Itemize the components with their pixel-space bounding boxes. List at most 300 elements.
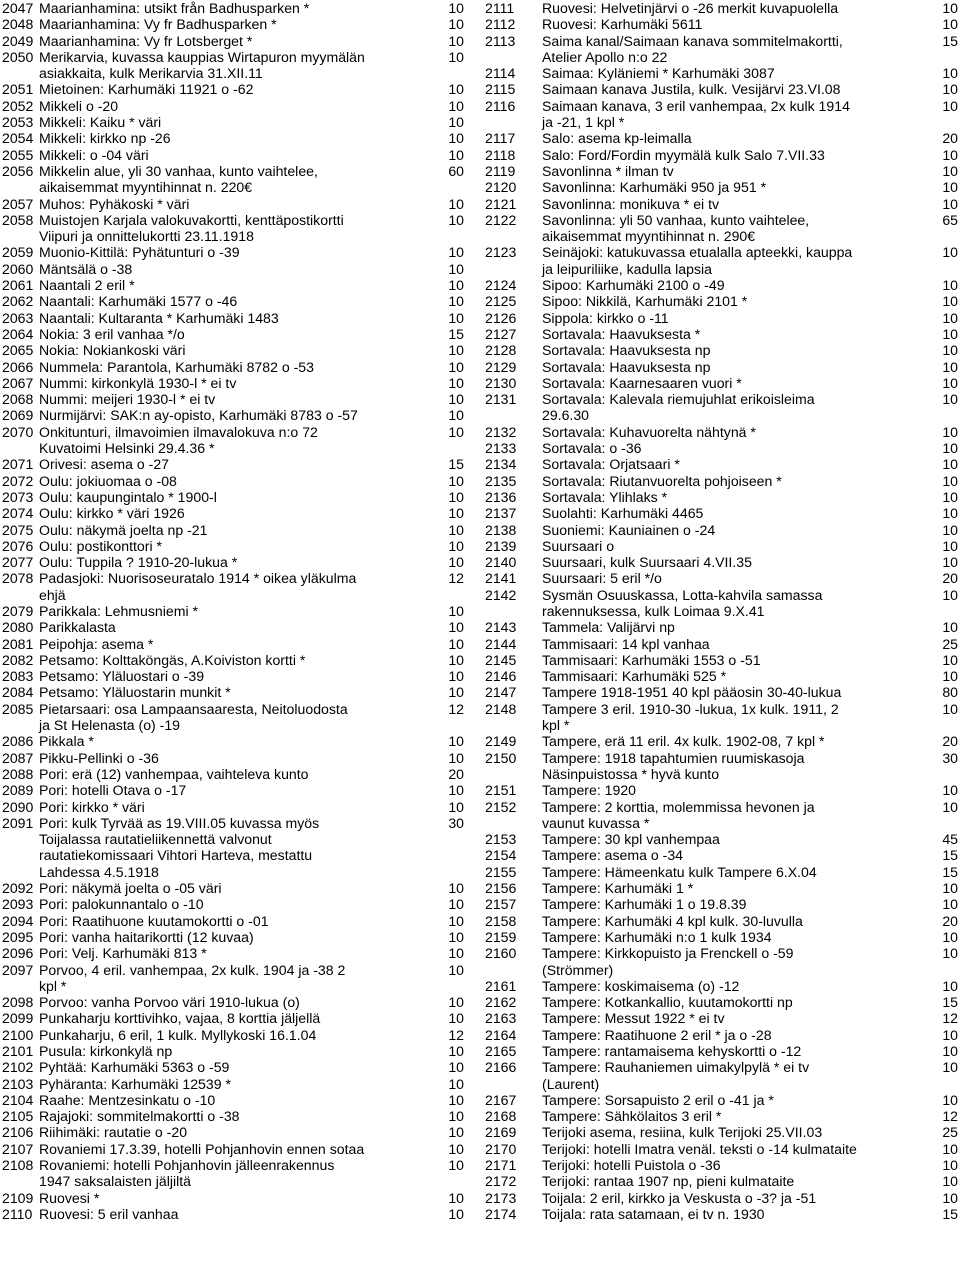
lot-description-line: Sippola: kirkko o -11 [542, 309, 669, 326]
lot-description [39, 473, 442, 489]
lot-description-line: Toijala: 2 eril, kirkko ja Veskusta o -3? ja -51 [542, 1189, 817, 1206]
lot-description-line: Suolahti: Karhumäki 4465 [542, 505, 704, 522]
lot-row [485, 163, 958, 179]
lot-row [2, 766, 464, 782]
lot-price: 10 [448, 505, 464, 522]
lot-description [39, 261, 442, 277]
lot-row [2, 701, 464, 734]
lot-description-line: Petsamo: Kolttaköngäs, A.Koiviston kortti * [39, 651, 306, 668]
lot-number: 2099 [2, 1010, 34, 1027]
lot-row [2, 473, 464, 489]
lot-description [39, 782, 442, 798]
lot-number: 2097 [2, 961, 34, 978]
lot-price: 10 [448, 1140, 464, 1157]
lot-description-line: ja St Helenasta (o) -19 [39, 717, 181, 734]
lot-description-line: Oulu: Tuppila ? 1910-20-lukua * [39, 554, 238, 571]
lot-price: 20 [942, 570, 958, 587]
lot-row [2, 81, 464, 97]
lot-description-line: aikaisemmat myyntihinnat n. 290€ [542, 228, 756, 245]
lot-row [2, 1141, 464, 1157]
lot-row [485, 652, 958, 668]
lot-description [39, 945, 442, 961]
lot-price: 10 [942, 65, 958, 82]
lot-description [542, 668, 936, 684]
lot-description [39, 522, 442, 538]
lot-description-line: Sortavala: Riutanvuorelta pohjoiseen * [542, 472, 782, 489]
lot-description [542, 130, 936, 146]
lot-description-line: Tampere: Karhumäki n:o 1 kulk 1934 [542, 928, 772, 945]
lot-row [2, 538, 464, 554]
lot-number: 2127 [485, 325, 517, 342]
lot-description [39, 554, 442, 570]
lot-row [2, 733, 464, 749]
lot-description [39, 1076, 442, 1092]
lot-description-line: Tampere: koskimaisema (o) -12 [542, 977, 740, 994]
lot-price: 10 [448, 1157, 464, 1174]
lot-price: 10 [942, 146, 958, 163]
lot-description-line: Tampere: Messut 1922 * ei tv [542, 1010, 725, 1027]
lot-price: 10 [942, 0, 958, 16]
lot-price: 10 [942, 1091, 958, 1108]
lot-number: 2049 [2, 32, 34, 49]
lot-number: 2089 [2, 782, 34, 799]
lot-number: 2055 [2, 146, 34, 163]
lot-price: 10 [942, 1059, 958, 1076]
lot-number: 2160 [485, 945, 517, 962]
lot-number: 2113 [485, 32, 516, 49]
lot-price: 12 [448, 700, 464, 717]
lot-row [485, 1173, 958, 1189]
lot-row [485, 489, 958, 505]
lot-description [39, 505, 442, 521]
lot-description [39, 1027, 442, 1043]
lot-row [2, 929, 464, 945]
lot-description-line: Sipoo: Nikkilä, Karhumäki 2101 * [542, 293, 748, 310]
lot-number: 2149 [485, 733, 517, 750]
lot-row [485, 847, 958, 863]
lot-row [485, 929, 958, 945]
lot-number: 2140 [485, 554, 517, 571]
lot-row [2, 342, 464, 358]
lot-row [2, 114, 464, 130]
lot-row [2, 684, 464, 700]
lot-description [39, 375, 442, 391]
lot-description-line: rautatiekomissaari Vihtori Harteva, mestattu [39, 847, 313, 864]
lot-row [2, 1076, 464, 1092]
lot-description-line: Näsinpuistossa * hyvä kunto [542, 765, 720, 782]
lot-row [2, 1206, 464, 1222]
lot-description-line: Pikkala * [39, 733, 94, 750]
lot-description-line: Ruovesi: Karhumäki 5611 [542, 16, 703, 33]
lot-row [2, 1010, 464, 1026]
lot-row [485, 16, 958, 32]
lot-price: 10 [942, 880, 958, 897]
lot-number: 2064 [2, 325, 34, 342]
lot-price: 10 [942, 1189, 958, 1206]
lot-price: 10 [942, 619, 958, 636]
lot-row [485, 587, 958, 620]
lot-row [485, 375, 958, 391]
lot-number: 2171 [485, 1157, 517, 1174]
lot-number: 2161 [485, 977, 517, 994]
lot-description-line: Tammela: Valijärvi np [542, 619, 675, 636]
lot-row [2, 98, 464, 114]
lot-price: 10 [942, 358, 958, 375]
lot-price: 10 [448, 896, 464, 913]
lot-description-line: Sortavala: Haavuksesta np [542, 358, 711, 375]
lot-price: 10 [448, 537, 464, 554]
lot-price: 60 [448, 162, 464, 179]
lot-row [2, 196, 464, 212]
lot-description-line: Raahe: Mentzesinkatu o -10 [39, 1091, 216, 1108]
lot-description-line: Suoniemi: Kauniainen o -24 [542, 521, 716, 538]
lot-row [485, 98, 958, 131]
lot-row [2, 456, 464, 472]
lot-description-line: Mikkeli: o -04 väri [39, 146, 149, 163]
lot-description-line: Peipohja: asema * [39, 635, 154, 652]
left-column [2, 0, 464, 1222]
lot-price: 12 [942, 1108, 958, 1125]
lot-description-line: Suursaari: 5 eril */o [542, 570, 662, 587]
lot-number: 2168 [485, 1108, 517, 1125]
lot-description [39, 98, 442, 114]
lot-description [542, 65, 936, 81]
lot-row [2, 619, 464, 635]
lot-number: 2157 [485, 896, 517, 913]
lot-price: 10 [942, 179, 958, 196]
right-column [485, 0, 958, 1222]
lot-description [542, 978, 936, 994]
lot-description [39, 1010, 442, 1026]
lot-description [39, 1108, 442, 1124]
lot-description-line: Riihimäki: rautatie o -20 [39, 1124, 188, 1141]
lot-description-line: Kuvatoimi Helsinki 29.4.36 * [39, 440, 215, 457]
lot-description-line: Tampere: Sähkölaitos 3 eril * [542, 1108, 722, 1125]
lot-description-line: Maarianhamina: Vy fr Badhusparken * [39, 16, 277, 33]
lot-row [2, 815, 464, 880]
lot-description-line: Nokia: 3 eril vanhaa */o [39, 325, 185, 342]
lot-price: 10 [942, 521, 958, 538]
lot-price: 10 [942, 700, 958, 717]
lot-description-line: Tampere: Karhumäki 1 o 19.8.39 [542, 896, 747, 913]
lot-description-line: Savonlinna: monikuva * ei tv [542, 195, 720, 212]
lot-description-line: Toijalassa rautatieliikennettä valvonut [39, 831, 272, 848]
lot-description [542, 684, 936, 700]
lot-description [542, 277, 936, 293]
lot-row [2, 554, 464, 570]
lot-number: 2090 [2, 798, 34, 815]
lot-price: 10 [942, 81, 958, 98]
lot-row [485, 456, 958, 472]
lot-number: 2121 [485, 195, 517, 212]
lot-description-line: Mikkeli: kirkko np -26 [39, 130, 171, 147]
lot-description [542, 505, 936, 521]
lot-row [2, 1157, 464, 1190]
lot-number: 2077 [2, 554, 34, 571]
lot-description [542, 701, 936, 734]
lot-number: 2087 [2, 749, 34, 766]
lot-description [39, 668, 442, 684]
lot-price: 10 [448, 342, 464, 359]
lot-description-line: Tampere, erä 11 eril. 4x kulk. 1902-08, 7 kpl * [542, 733, 825, 750]
lot-price: 10 [942, 896, 958, 913]
lot-price: 10 [448, 472, 464, 489]
lot-description-line: Tampere: Karhumäki 1 * [542, 880, 694, 897]
lot-row [2, 603, 464, 619]
lot-price: 10 [448, 407, 464, 424]
lot-price: 10 [448, 244, 464, 261]
lot-description-line: Saimaan kanava Justila, kulk. Vesijärvi 23.VI.08 [542, 81, 841, 98]
lot-description-line: Muhos: Pyhäkoski * väri [39, 195, 190, 212]
lot-description [542, 163, 936, 179]
lot-row [485, 636, 958, 652]
lot-description-line: kpl * [39, 977, 67, 994]
lot-description-line: Pyhtää: Karhumäki 5363 o -59 [39, 1059, 230, 1076]
lot-description-line: Pori: kulk Tyrvää as 19.VIII.05 kuvassa myös [39, 814, 320, 831]
lot-description [542, 994, 936, 1010]
lot-number: 2134 [485, 456, 517, 473]
lot-description-line: Savonlinna * ilman tv [542, 162, 674, 179]
lot-description-line: Sortavala: Kalevala riemujuhlat erikoisleima [542, 391, 815, 408]
lot-row [2, 424, 464, 457]
lot-description [542, 440, 936, 456]
lot-row [485, 684, 958, 700]
lot-number: 2047 [2, 0, 34, 16]
lot-description-line: Tampere 3 eril. 1910-30 -lukua, 1x kulk. 1911, 2 [542, 700, 839, 717]
lot-description-line: Maarianhamina: utsikt från Badhusparken * [39, 0, 310, 16]
lot-number: 2115 [485, 81, 516, 98]
lot-number: 2137 [485, 505, 517, 522]
lot-number: 2079 [2, 602, 34, 619]
lot-row [485, 668, 958, 684]
lot-number: 2061 [2, 277, 34, 294]
lot-number: 2172 [485, 1173, 517, 1190]
lot-number: 2078 [2, 570, 34, 587]
lot-price: 10 [942, 928, 958, 945]
lot-price: 65 [942, 211, 958, 228]
lot-number: 2120 [485, 179, 517, 196]
lot-description [542, 831, 936, 847]
lot-price: 10 [942, 456, 958, 473]
lot-description [542, 33, 936, 66]
lot-row [2, 1190, 464, 1206]
lot-number: 2060 [2, 260, 34, 277]
lot-number: 2147 [485, 684, 517, 701]
lot-description [542, 896, 936, 912]
lot-description [39, 603, 442, 619]
lot-number: 2118 [485, 146, 516, 163]
lot-description [39, 1141, 442, 1157]
lot-description [39, 733, 442, 749]
lot-description-line: Oulu: postikonttori * [39, 537, 162, 554]
lot-number: 2125 [485, 293, 517, 310]
lot-description-line: Parikkalasta [39, 619, 116, 636]
lot-description-line: Tampere 1918-1951 40 kpl pääosin 30-40-lukua [542, 684, 842, 701]
lot-row [485, 1059, 958, 1092]
lot-description [542, 652, 936, 668]
lot-row [485, 326, 958, 342]
lot-description [542, 473, 936, 489]
lot-description-line: Oulu: näkymä joelta np -21 [39, 521, 208, 538]
lot-description-line: Tammisaari: Karhumäki 525 * [542, 668, 727, 685]
lot-description [39, 0, 442, 16]
lot-price: 10 [448, 782, 464, 799]
lot-number: 2154 [485, 847, 517, 864]
lot-row [2, 261, 464, 277]
lot-row [485, 799, 958, 832]
lot-row [485, 440, 958, 456]
lot-number: 2085 [2, 700, 34, 717]
lot-description-line: Pori: palokunnantalo o -10 [39, 896, 204, 913]
lot-price: 10 [942, 16, 958, 33]
lot-row [2, 799, 464, 815]
lot-description-line: Suursaari, kulk Suursaari 4.VII.35 [542, 554, 752, 571]
lot-description-line: Sortavala: Kuhavuorelta nähtynä * [542, 423, 756, 440]
lot-price: 10 [448, 114, 464, 131]
lot-description [542, 196, 936, 212]
lot-description-line: Ruovesi * [39, 1189, 100, 1206]
lot-number: 2173 [485, 1189, 517, 1206]
lot-description-line: Padasjoki: Nuorisoseuratalo 1914 * oikea yläkulma [39, 570, 357, 587]
lot-number: 2129 [485, 358, 517, 375]
lot-description [542, 554, 936, 570]
lot-description-line: Porvoo: vanha Porvoo väri 1910-lukua (o) [39, 994, 300, 1011]
lot-description [39, 114, 442, 130]
lot-description [542, 179, 936, 195]
lot-description [542, 864, 936, 880]
lot-description [542, 587, 936, 620]
lot-description [39, 81, 442, 97]
lot-description [39, 196, 442, 212]
lot-number: 2117 [485, 130, 516, 147]
lot-description-line: Tampere: Kirkkopuisto ja Frenckell o -59 [542, 945, 794, 962]
lot-description-line: Tampere: Karhumäki 4 kpl kulk. 30-luvulla [542, 912, 803, 929]
lot-number: 2136 [485, 488, 517, 505]
lot-description [542, 326, 936, 342]
lot-price: 10 [448, 32, 464, 49]
lot-description [39, 538, 442, 554]
lot-description-line: Seinäjoki: katukuvassa etualalla apteekki, kauppa [542, 244, 853, 261]
lot-description [542, 1141, 936, 1157]
lot-description-line: Tampere: Sorsapuisto 2 eril o -41 ja * [542, 1091, 774, 1108]
lot-description [542, 1173, 936, 1189]
lot-price: 10 [942, 293, 958, 310]
lot-description-line: Rovaniemi 17.3.39, hotelli Pohjanhovin ennen sotaa [39, 1140, 365, 1157]
lot-description-line: Punkaharju korttivihko, vajaa, 8 korttia jäljellä [39, 1010, 321, 1027]
lot-description-line: Salo: asema kp-leimalla [542, 130, 692, 147]
lot-description [542, 293, 936, 309]
lot-price: 15 [942, 863, 958, 880]
lot-description-line: Pietarsaari: osa Lampaansaaresta, Neitoluodosta [39, 700, 348, 717]
lot-number: 2169 [485, 1124, 517, 1141]
lot-price: 10 [942, 668, 958, 685]
lot-price: 10 [942, 1157, 958, 1174]
lot-price: 15 [448, 325, 464, 342]
lot-number: 2108 [2, 1157, 34, 1174]
lot-row [485, 880, 958, 896]
lot-description [542, 375, 936, 391]
lot-row [485, 831, 958, 847]
lot-row [2, 1124, 464, 1140]
lot-row [2, 1059, 464, 1075]
lot-price: 10 [448, 211, 464, 228]
lot-price: 20 [942, 130, 958, 147]
lot-row [485, 913, 958, 929]
lot-description-line: Saima kanal/Saimaan kanava sommitelmakortti, [542, 32, 843, 49]
lot-description-line: (Strömmer) [542, 961, 614, 978]
lot-price: 10 [942, 277, 958, 294]
lot-number: 2143 [485, 619, 517, 636]
lot-description [39, 310, 442, 326]
lot-description [39, 293, 442, 309]
lot-price: 10 [942, 244, 958, 261]
lot-price: 10 [942, 342, 958, 359]
lot-row [485, 359, 958, 375]
lot-price: 10 [448, 1059, 464, 1076]
lot-description [542, 929, 936, 945]
lot-description-line: Pori: näkymä joelta o -05 väri [39, 880, 222, 897]
lot-row [485, 619, 958, 635]
lot-row [485, 864, 958, 880]
lot-row [485, 0, 958, 16]
lot-number: 2059 [2, 244, 34, 261]
lot-description-line: Pikku-Pellinki o -36 [39, 749, 159, 766]
lot-description-line: Terijoki: hotelli Puistola o -36 [542, 1157, 721, 1174]
lot-description-line: Viipuri ja onnittelukortti 23.11.1918 [39, 228, 254, 245]
lot-description [39, 1206, 442, 1222]
lot-description-line: Orivesi: asema o -27 [39, 456, 170, 473]
lot-price: 15 [942, 847, 958, 864]
lot-price: 10 [942, 782, 958, 799]
lot-number: 2152 [485, 798, 517, 815]
lot-number: 2094 [2, 912, 34, 929]
lot-number: 2170 [485, 1140, 517, 1157]
lot-number: 2122 [485, 211, 517, 228]
lot-description-line: Ruovesi: Helvetinjärvi o -26 merkit kuvapuolella [542, 0, 839, 16]
lot-number: 2071 [2, 456, 34, 473]
lot-number: 2159 [485, 928, 517, 945]
lot-description [542, 1157, 936, 1173]
lot-number: 2119 [485, 162, 516, 179]
lot-price: 12 [448, 570, 464, 587]
lot-number: 2048 [2, 16, 34, 33]
lot-price: 10 [448, 749, 464, 766]
lot-description [39, 896, 442, 912]
lot-description [39, 342, 442, 358]
lot-price: 25 [942, 1124, 958, 1141]
lot-description-line: Tampere: rantamaisema kehyskortti o -12 [542, 1043, 802, 1059]
lot-row [2, 49, 464, 82]
lot-price: 10 [942, 440, 958, 457]
lot-price: 10 [448, 684, 464, 701]
lot-row [2, 147, 464, 163]
lot-description-line: Tampere: Rauhaniemen uimakylpylä * ei tv [542, 1059, 810, 1076]
lot-price: 20 [942, 912, 958, 929]
lot-number: 2091 [2, 814, 34, 831]
lot-description [39, 750, 442, 766]
lot-description [542, 880, 936, 896]
lot-price: 10 [942, 505, 958, 522]
lot-row [485, 978, 958, 994]
lot-price: 10 [942, 1173, 958, 1190]
lot-description-line: rakennuksessa, kulk Loimaa 9.X.41 [542, 602, 765, 619]
lot-row [485, 244, 958, 277]
lot-number: 2124 [485, 277, 517, 294]
lot-price: 10 [942, 374, 958, 391]
lot-price: 10 [448, 635, 464, 652]
lot-description-line: Mikkeli o -20 [39, 97, 119, 114]
lot-description [542, 456, 936, 472]
